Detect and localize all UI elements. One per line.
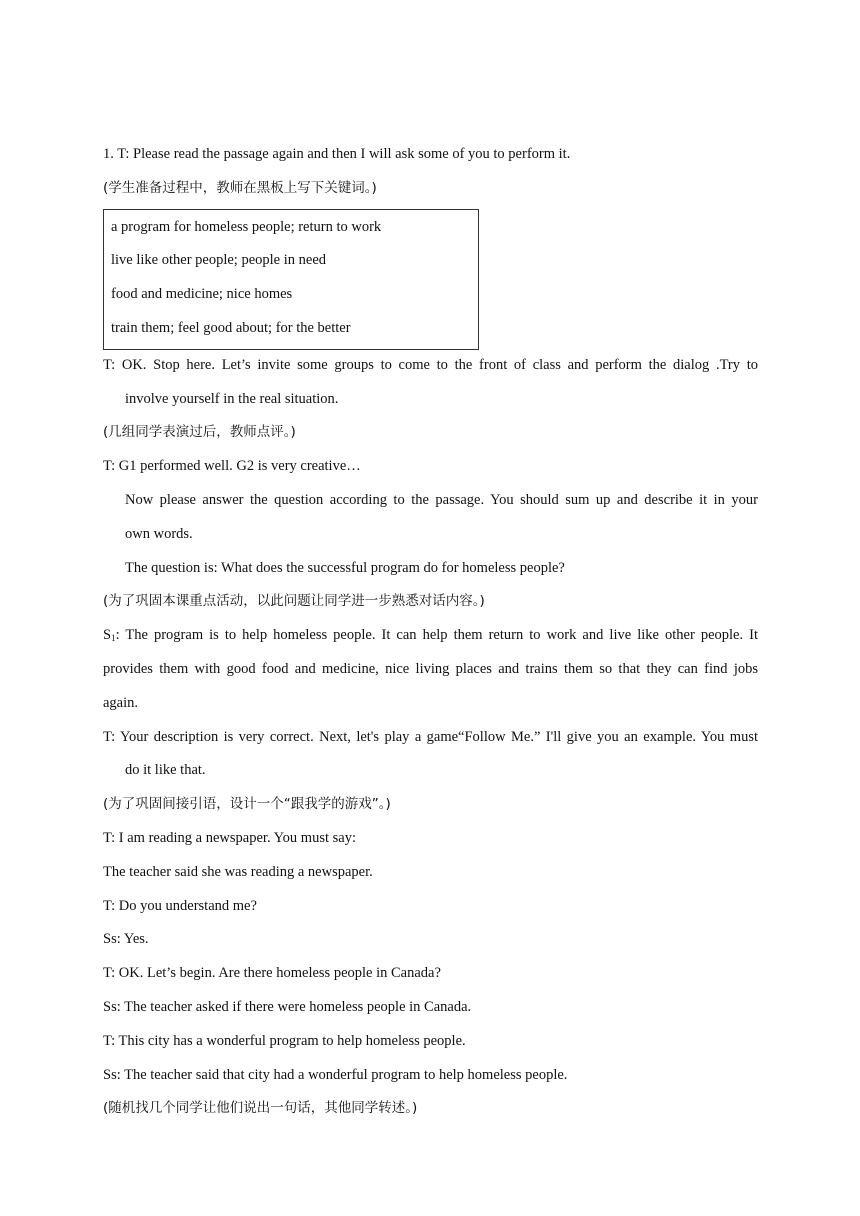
dialog-line: T: OK. Stop here. Let’s invite some groups to come to the front of class and perform the dialog .Try to bbox=[103, 356, 758, 373]
teacher-note: (随机找几个同学让他们说出一句话，其他同学转述。) bbox=[103, 1100, 418, 1117]
dialog-line: involve yourself in the real situation. bbox=[125, 390, 339, 407]
dialog-line: T: Your description is very correct. Next, let's play a game“Follow Me.” I'll give you an example. You must bbox=[103, 728, 758, 745]
dialog-line: T: I am reading a newspaper. You must say: bbox=[103, 829, 356, 846]
dialog-line: Ss: Yes. bbox=[103, 931, 149, 948]
speaker-subscript: 1 bbox=[111, 633, 116, 644]
dialog-line: own words. bbox=[125, 525, 193, 542]
keyword-line: train them; feel good about; for the better bbox=[111, 319, 351, 336]
dialog-line: The question is: What does the successful program do for homeless people? bbox=[125, 559, 565, 576]
answer-text: : The program is to help homeless people. It can help them return to work and live like other people. It bbox=[115, 627, 758, 644]
dialog-line: Ss: The teacher asked if there were homeless people in Canada. bbox=[103, 998, 472, 1015]
keyword-line: a program for homeless people; return to work bbox=[111, 218, 382, 235]
student-answer-line bbox=[103, 624, 758, 658]
dialog-line: T: This city has a wonderful program to help homeless people. bbox=[103, 1032, 466, 1049]
teacher-note: (为了巩固间接引语，设计一个“跟我学的游戏”。) bbox=[103, 796, 391, 813]
instruction-line: 1. T: Please read the passage again and then I will ask some of you to perform it. bbox=[103, 146, 571, 162]
document-body bbox=[103, 143, 758, 1131]
dialog-line: T: G1 performed well. G2 is very creative… bbox=[103, 458, 361, 475]
keyword-line: live like other people; people in need bbox=[111, 252, 327, 269]
dialog-line: T: OK. Let’s begin. Are there homeless people in Canada? bbox=[103, 965, 441, 982]
dialog-line: do it like that. bbox=[125, 762, 206, 779]
speaker-label: S bbox=[103, 627, 112, 644]
teacher-note: (学生准备过程中，教师在黑板上写下关键词。) bbox=[103, 179, 377, 196]
dialog-line: Now please answer the question according to the passage. You should sum up and describe it in your bbox=[125, 491, 758, 508]
dialog-line: T: Do you understand me? bbox=[103, 897, 257, 914]
teacher-note: (几组同学表演过后，教师点评。) bbox=[103, 424, 296, 441]
keywords-box bbox=[103, 209, 479, 350]
teacher-note: (为了巩固本课重点活动，以此问题让同学进一步熟悉对话内容。) bbox=[103, 593, 485, 610]
dialog-line: Ss: The teacher said that city had a wonderful program to help homeless people. bbox=[103, 1066, 568, 1083]
student-answer-line: again. bbox=[103, 694, 139, 711]
keyword-line: food and medicine; nice homes bbox=[111, 286, 293, 303]
student-answer-line: provides them with good food and medicine, nice living places and trains them so that they can find jobs bbox=[103, 660, 758, 677]
dialog-line: The teacher said she was reading a newspaper. bbox=[103, 863, 373, 880]
